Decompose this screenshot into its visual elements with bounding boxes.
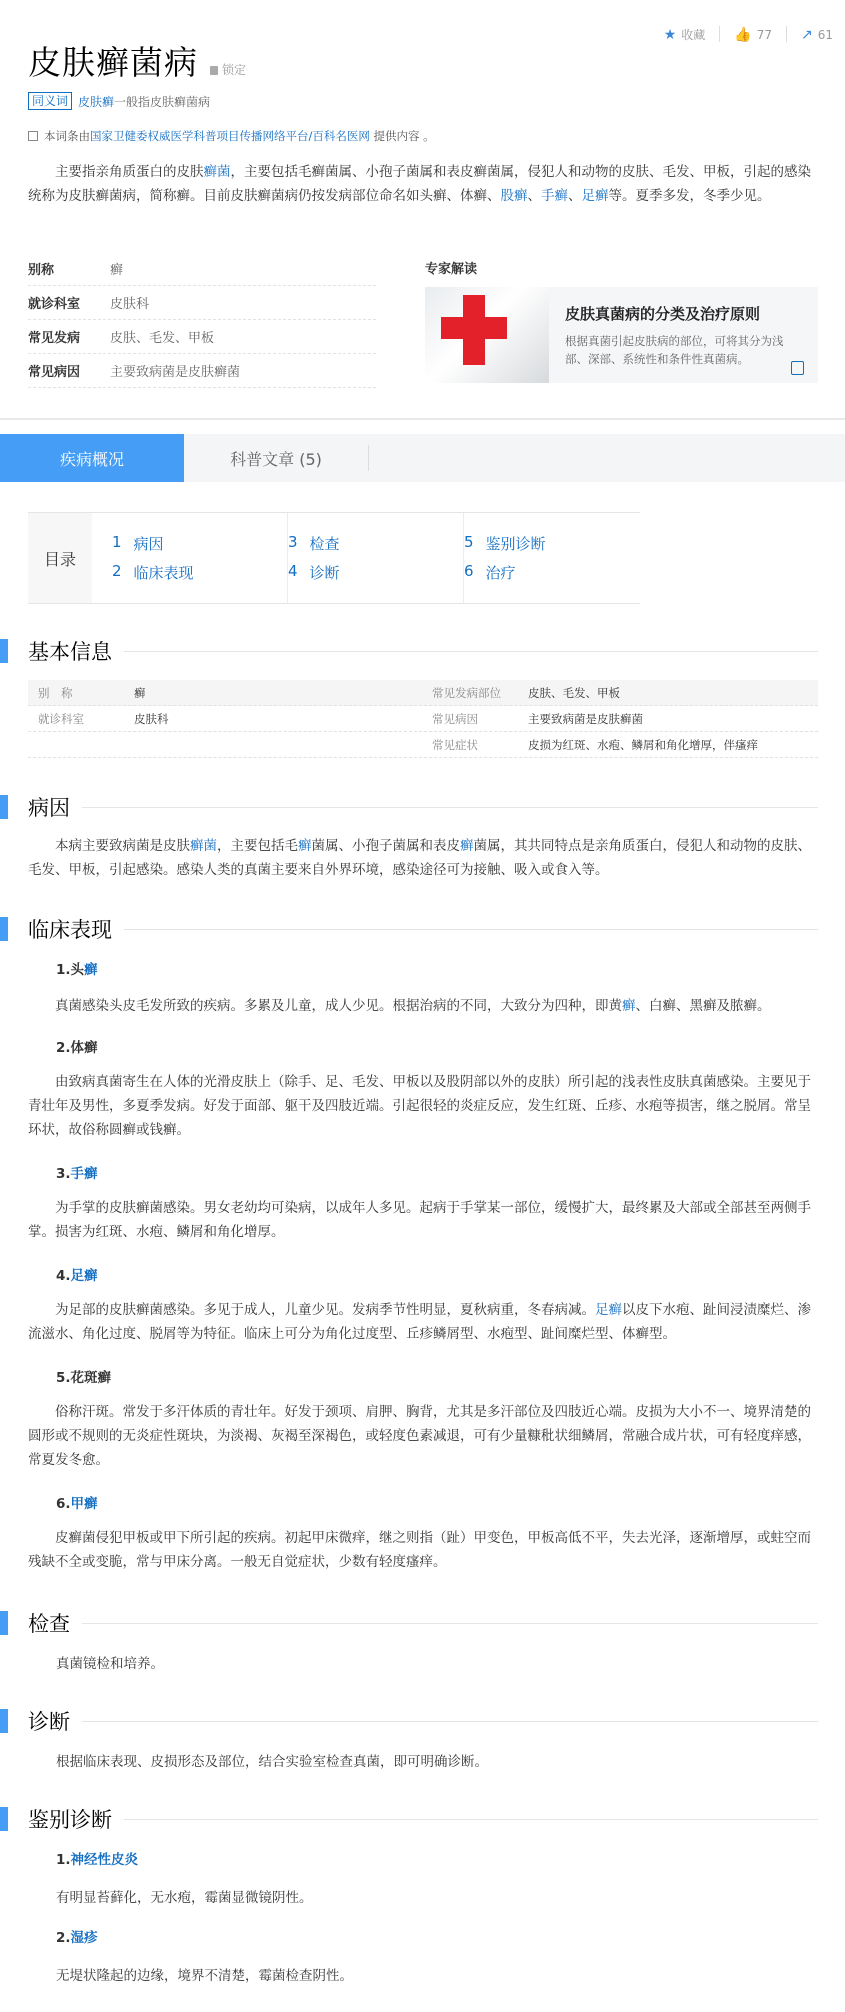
- clinical-paragraph: 为足部的皮肤癣菌感染。多见于成人，儿童少见。发病季节性明显，夏秋病重，冬春病减。足癣以皮下水疱、趾间浸渍糜烂、渗流滋水、角化过度、脱屑等为特征。临床上可分为角化过度型、丘疹鳞屑型、水疱型、趾间糜烂型、体癣型。: [28, 1302, 811, 1342]
- document-icon: [791, 361, 804, 375]
- subheading: 6.甲癣: [56, 1496, 98, 1512]
- tab-overview[interactable]: 疾病概况: [0, 434, 184, 482]
- lock-icon: [210, 66, 218, 75]
- toc-item[interactable]: 3 检查: [288, 533, 340, 553]
- subheading: 2.体癣: [56, 1040, 98, 1056]
- table-row: 就诊科室 皮肤科 常见病因 主要致病菌是皮肤癣菌: [28, 706, 818, 732]
- clinical-paragraph: 俗称汗斑。常发于多汗体质的青壮年。好发于颈项、肩胛、胸背，尤其是多汗部位及四肢近心端。皮损为大小不一、境界清楚的圆形或不规则的无炎症性斑块，为淡褐、灰褐至深褐色，或轻度色素减退，可有少量糠秕状细鳞屑，常融合成片状，可有轻度痒感，常夏发冬愈。: [28, 1404, 811, 1468]
- divider: [719, 26, 720, 42]
- synonym-line: 同义词 皮肤癣一般指皮肤癣菌病: [28, 92, 210, 110]
- toc-item[interactable]: 2 临床表现: [112, 562, 194, 582]
- expert-desc: 根据真菌引起皮肤病的部位，可将其分为浅部、深部、系统性和条件性真菌病。: [565, 334, 784, 366]
- info-row: 常见发病 皮肤、毛发、甲板: [28, 320, 376, 354]
- section-heading-cause: 病因: [0, 794, 818, 820]
- link-xuan[interactable]: 癣: [622, 998, 636, 1014]
- thumbs-up-icon: 👍: [734, 26, 752, 43]
- diagnosis-text: 根据临床表现、皮损形态及部位，结合实验室检查真菌，即可明确诊断。: [56, 1754, 488, 1770]
- link-xuan[interactable]: 癣: [84, 962, 98, 978]
- expert-card[interactable]: [425, 287, 818, 383]
- link-xuanjun[interactable]: 癣菌: [203, 164, 231, 180]
- table-row: 别 称 癣 常见发病部位 皮肤、毛发、甲板: [28, 680, 818, 706]
- exam-text: 真菌镜检和培养。: [56, 1656, 164, 1672]
- table-row: 常见症状 皮损为红斑、水疱、鳞屑和角化增厚，伴瘙痒: [28, 732, 818, 758]
- link-eczema[interactable]: 湿疹: [70, 1930, 98, 1946]
- link-neurodermatitis[interactable]: 神经性皮炎: [70, 1852, 139, 1868]
- expert-title: 皮肤真菌病的分类及治疗原则: [565, 305, 761, 323]
- synonym-tag: 同义词: [28, 92, 72, 110]
- link-shouxuan[interactable]: 手癣: [541, 188, 568, 204]
- clinical-paragraph: 真菌感染头皮毛发所致的疾病。多累及儿童，成人少见。根据治病的不同，大致分为四种，即黄癣、白癣、黑癣及脓癣。: [55, 998, 771, 1014]
- collect-button[interactable]: ★ 收藏: [663, 26, 706, 43]
- tab-bar: [0, 434, 845, 482]
- clinical-paragraph: 由致病真菌寄生在人体的光滑皮肤上（除手、足、毛发、甲板以及股阴部以外的皮肤）所引起的浅表性皮肤真菌感染。主要见于青壮年及男性，多夏季发病。好发于面部、躯干及四肢近端。引起很轻的炎症反应，发生红斑、丘疹、水疱等损害，继之脱屑。常呈环状，故俗称圆癣或钱癣。: [28, 1074, 811, 1138]
- basic-info-table: [28, 680, 818, 758]
- action-bar: [664, 26, 833, 43]
- link-jiaxuan[interactable]: 甲癣: [70, 1496, 98, 1512]
- link-zuxuan[interactable]: 足癣: [581, 188, 609, 204]
- section-rule: [82, 807, 818, 808]
- lock-indicator: 锁定: [210, 61, 246, 78]
- synonym-link[interactable]: 皮肤癣: [78, 94, 115, 109]
- diff-text: 有明显苔藓化，无水疱，霉菌显微镜阴性。: [56, 1890, 313, 1906]
- diff-text: 无堤状隆起的边缘，境界不清楚，霉菌检查阴性。: [56, 1968, 353, 1984]
- link-xuan[interactable]: 癣: [298, 838, 312, 854]
- toc-label: 目录: [28, 513, 92, 603]
- clinical-paragraph: 皮癣菌侵犯甲板或甲下所引起的疾病。初起甲床微痒，继之则指（趾）甲变色，甲板高低不平，失去光泽，逐渐增厚，或蛀空而残缺不全或变脆，常与甲床分离。一般无自觉症状，少数有轻度瘙痒。: [28, 1530, 811, 1570]
- link-guxuan[interactable]: 股癣: [500, 188, 528, 204]
- section-rule: [124, 929, 818, 930]
- section-rule: [124, 1819, 818, 1820]
- expert-thumbnail: [425, 287, 549, 383]
- divider: [786, 26, 787, 42]
- link-shouxuan[interactable]: 手癣: [70, 1166, 98, 1182]
- section-heading-differential: 鉴别诊断: [0, 1806, 818, 1832]
- subheading: 3.手癣: [56, 1166, 98, 1182]
- subheading: 2.湿疹: [56, 1930, 98, 1946]
- section-marker: [0, 1807, 8, 1831]
- section-marker: [0, 795, 8, 819]
- expert-header: 专家解读: [425, 262, 478, 277]
- expert-panel: [425, 258, 818, 383]
- star-icon: ★: [663, 26, 677, 43]
- subheading: 1.头癣: [56, 962, 98, 978]
- source-link[interactable]: 国家卫健委权威医学科普项目传播网络平台/百科名医网: [90, 129, 370, 143]
- section-marker: [0, 1709, 8, 1733]
- clinical-paragraph: 为手掌的皮肤癣菌感染。男女老幼均可染病，以成年人多见。起病于手掌某一部位，缓慢扩大，最终累及大部或全部甚至两侧手掌。损害为红斑、水疱、鳞屑和角化增厚。: [28, 1200, 811, 1240]
- section-rule: [82, 1623, 818, 1624]
- info-summary: [28, 252, 376, 388]
- table-of-contents: [28, 512, 640, 604]
- info-row: 别称 癣: [28, 252, 376, 286]
- toc-item[interactable]: 1 病因: [112, 533, 164, 553]
- section-rule: [82, 1721, 818, 1722]
- toc-item[interactable]: 4 诊断: [288, 562, 340, 582]
- subheading: 4.足癣: [56, 1268, 98, 1284]
- link-xuan[interactable]: 癣: [460, 838, 474, 854]
- section-heading-diagnosis: 诊断: [0, 1708, 818, 1734]
- subheading: 1.神经性皮炎: [56, 1852, 139, 1868]
- toc-item[interactable]: 5 鉴别诊断: [464, 533, 546, 553]
- share-button[interactable]: ↗ 61: [800, 26, 833, 43]
- link-zuxuan[interactable]: 足癣: [70, 1268, 98, 1284]
- like-button[interactable]: 👍 77: [734, 26, 772, 43]
- source-line: 本词条由国家卫健委权威医学科普项目传播网络平台/百科名医网 提供内容 。: [28, 128, 435, 144]
- divider: [0, 418, 845, 420]
- section-rule: [124, 651, 818, 652]
- document-icon: [28, 131, 38, 141]
- subheading: 5.花斑癣: [56, 1370, 112, 1386]
- red-cross-bar: [441, 317, 507, 339]
- divider: [368, 445, 369, 471]
- info-row: 就诊科室 皮肤科: [28, 286, 376, 320]
- section-heading-exam: 检查: [0, 1610, 818, 1636]
- share-icon: ↗: [800, 26, 813, 43]
- info-row: 常见病因 主要致病菌是皮肤癣菌: [28, 354, 376, 388]
- section-heading-basic: 基本信息: [0, 638, 818, 664]
- link-zuxuan[interactable]: 足癣: [595, 1302, 622, 1318]
- tab-articles[interactable]: 科普文章 (5): [230, 449, 322, 469]
- section-marker: [0, 917, 8, 941]
- toc-item[interactable]: 6 治疗: [464, 562, 516, 582]
- intro-paragraph: 主要指亲角质蛋白的皮肤癣菌，主要包括毛癣菌属、小孢子菌属和表皮癣菌属，侵犯人和动物的皮肤、毛发、甲板，引起的感染统称为皮肤癣菌病，简称癣。目前皮肤癣菌病仍按发病部位命名如头癣、体癣、股癣、手癣、足癣等。夏季多发，冬季少见。: [28, 164, 811, 204]
- section-heading-clinical: 临床表现: [0, 916, 818, 942]
- page-title: 皮肤癣菌病: [28, 43, 198, 82]
- section-marker: [0, 639, 8, 663]
- section-marker: [0, 1611, 8, 1635]
- cause-paragraph: 本病主要致病菌是皮肤癣菌，主要包括毛癣菌属、小孢子菌属和表皮癣菌属，其共同特点是亲角质蛋白，侵犯人和动物的皮肤、毛发、甲板，引起感染。感染人类的真菌主要来自外界环境，感染途径可为接触、吸入或食入等。: [28, 838, 811, 878]
- link-xuanjun[interactable]: 癣菌: [190, 838, 217, 854]
